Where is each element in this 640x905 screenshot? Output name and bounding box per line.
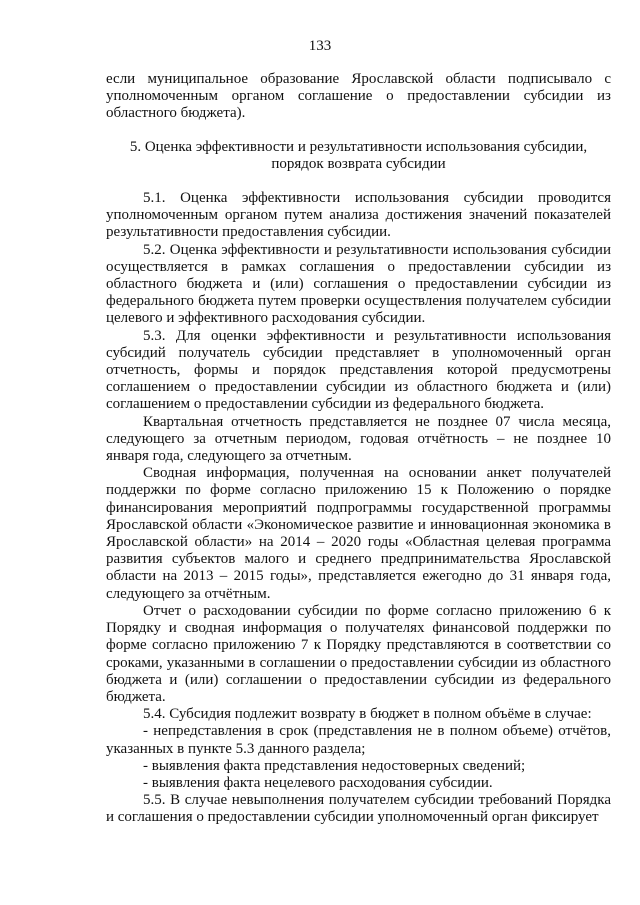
list-item: - выявления факта представления недостоверных сведений;	[143, 757, 526, 774]
paragraph-summary-information: Сводная информация, полученная на основании анкет получателей поддержки по форме согласно приложению 15 к Положению о порядке финансирования мероприятий подпрограммы государственной программы Ярославской области «Экономическое развитие и инновационная экономика в Ярославской области» на 2014 – 2020 годы «Областная целевая программа развития субъектов малого и среднего предпринимательства Ярославской области на 2013 – 2015 годы», представляется ежегодно до 31 января года, следующего за отчётным.	[106, 465, 611, 602]
section-heading-line-1: 5. Оценка эффективности и результативности использования субсидии,	[129, 138, 588, 155]
paragraph-5-2: 5.2. Оценка эффективности и результативности использования субсидии осуществляется в рамках соглашения о предоставлении субсидии из областного бюджета и (или) соглашения о предоставлении субсидии из федерального бюджета путем проверки осуществления получателем субсидии целевого и эффективного расходования субсидии.	[106, 241, 611, 327]
list-item: - непредставления в срок (представления не в полном объеме) отчётов, указанных в пункте 5.3 данного раздела;	[106, 723, 611, 757]
paragraph-5-5: 5.5. В случае невыполнения получателем субсидии требований Порядка и соглашения о предоставлении субсидии уполномоченный орган фиксирует	[106, 792, 611, 826]
paragraph-5-1: 5.1. Оценка эффективности использования субсидии проводится уполномоченным органом путем анализа достижения значений показателей результативности предоставления субсидии.	[106, 190, 611, 241]
section-heading-line-2: порядок возврата субсидии	[271, 155, 446, 172]
paragraph-5-4: 5.4. Субсидия подлежит возврату в бюджет в полном объёме в случае:	[143, 706, 592, 723]
intro-paragraph: если муниципальное образование Ярославской области подписывало с уполномоченным органом соглашение о предоставлении субсидии из областного бюджета).	[106, 71, 611, 122]
paragraph-expenditure-report: Отчет о расходовании субсидии по форме согласно приложению 6 к Порядку и сводная информация о получателях финансовой поддержки по форме согласно приложению 7 к Порядку представляются в соответствии со сроками, указанными в соглашении о предоставлении субсидии из областного бюджета и (или) соглашении о предоставлении субсидии из федерального бюджета.	[106, 602, 611, 705]
document-body	[106, 71, 611, 827]
section-heading	[106, 139, 611, 173]
list-item: - выявления факта нецелевого расходования субсидии.	[143, 774, 493, 791]
paragraph-quarterly-reporting: Квартальная отчетность представляется не позднее 07 числа месяца, следующего за отчетным периодом, годовая отчётность – не позднее 10 января года, следующего за отчетным.	[106, 413, 611, 465]
page-number: 133	[308, 38, 332, 54]
paragraph-5-3: 5.3. Для оценки эффективности и результативности использования субсидий получатель субсидии представляет в уполномоченный орган отчетность, формы и порядок представления которой предусмотрены соглашением о предоставлении субсидии из областного бюджета и (или) соглашением о предоставлении субсидии из федерального бюджета.	[106, 327, 611, 413]
